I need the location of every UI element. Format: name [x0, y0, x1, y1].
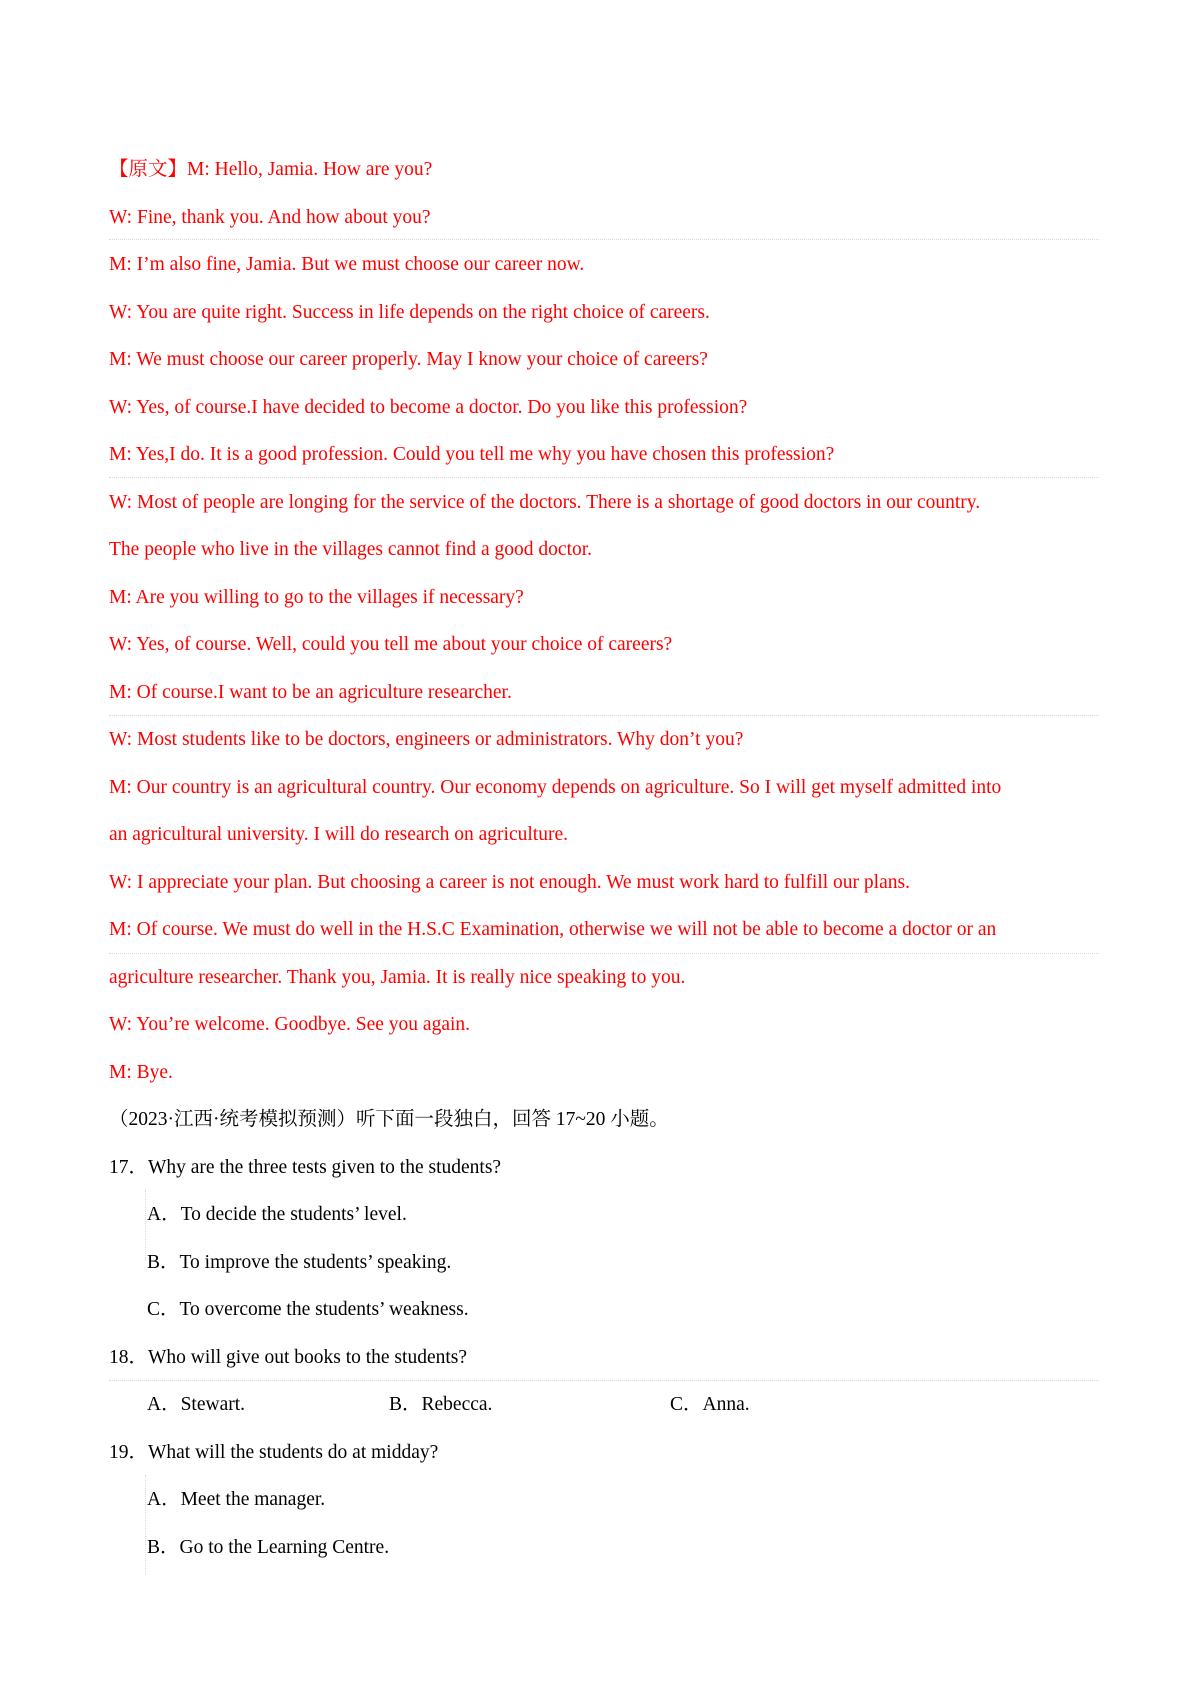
dotted-margin	[145, 1190, 146, 1260]
transcript-line: W: Yes, of course. Well, could you tell me about your choice of careers?	[109, 634, 673, 655]
dotted-rule	[109, 715, 1099, 716]
dotted-rule	[109, 239, 1099, 240]
question-19-stem: 19．What will the students do at midday?	[109, 1442, 439, 1463]
question-18-stem: 18．Who will give out books to the students?	[109, 1347, 468, 1368]
section-intro: （2023·江西·统考模拟预测）听下面一段独白，回答 17~20 小题。	[109, 1109, 669, 1130]
transcript-line: W: Most students like to be doctors, engineers or administrators. Why don’t you?	[109, 729, 744, 750]
question-17-stem: 17．Why are the three tests given to the students?	[109, 1157, 502, 1178]
question-17-option-b: B．To improve the students’ speaking.	[147, 1252, 452, 1273]
transcript-line: W: I appreciate your plan. But choosing a career is not enough. We must work hard to fulfill our plans.	[109, 872, 910, 893]
dotted-rule	[109, 953, 1099, 954]
transcript-line: M: I’m also fine, Jamia. But we must choose our career now.	[109, 254, 585, 275]
transcript-line: The people who live in the villages cannot find a good doctor.	[109, 539, 593, 560]
transcript-line: W: Fine, thank you. And how about you?	[109, 207, 431, 228]
question-17-option-a: A．To decide the students’ level.	[147, 1204, 407, 1225]
transcript-line: W: Most of people are longing for the service of the doctors. There is a shortage of good doctors in our country.	[109, 492, 981, 513]
question-18-option-a: A．Stewart.	[147, 1394, 246, 1415]
transcript-label: 【原文】	[109, 159, 188, 180]
transcript-line: W: You are quite right. Success in life depends on the right choice of careers.	[109, 302, 710, 323]
dotted-rule	[109, 1380, 1099, 1381]
transcript-line: M: Yes,I do. It is a good profession. Could you tell me why you have chosen this profession?	[109, 444, 835, 465]
transcript-line: W: You’re welcome. Goodbye. See you again.	[109, 1014, 471, 1035]
transcript-line: W: Yes, of course.I have decided to become a doctor. Do you like this profession?	[109, 397, 748, 418]
transcript-line: M: Of course. We must do well in the H.S.C Examination, otherwise we will not be able to become a doctor or an	[109, 919, 997, 940]
transcript-line: M: Our country is an agricultural country. Our economy depends on agriculture. So I will get myself admitted into	[109, 777, 1002, 798]
transcript-line: M: Bye.	[109, 1062, 173, 1083]
question-19-option-b: B．Go to the Learning Centre.	[147, 1537, 390, 1558]
question-18-option-c: C．Anna.	[670, 1394, 750, 1415]
question-17-option-c: C．To overcome the students’ weakness.	[147, 1299, 469, 1320]
question-18-option-b: B．Rebecca.	[389, 1394, 493, 1415]
transcript-line: M: We must choose our career properly. May I know your choice of careers?	[109, 349, 708, 370]
transcript-line-text: M: Hello, Jamia. How are you?	[187, 159, 433, 180]
transcript-line: M: Are you willing to go to the villages if necessary?	[109, 587, 524, 608]
dotted-margin	[145, 1475, 146, 1575]
transcript-line: M: Of course.I want to be an agriculture researcher.	[109, 682, 512, 703]
transcript-line	[109, 157, 1099, 183]
question-19-option-a: A．Meet the manager.	[147, 1489, 326, 1510]
transcript-line: an agricultural university. I will do research on agriculture.	[109, 824, 568, 845]
dotted-rule	[109, 477, 1099, 478]
transcript-line: agriculture researcher. Thank you, Jamia. It is really nice speaking to you.	[109, 967, 686, 988]
